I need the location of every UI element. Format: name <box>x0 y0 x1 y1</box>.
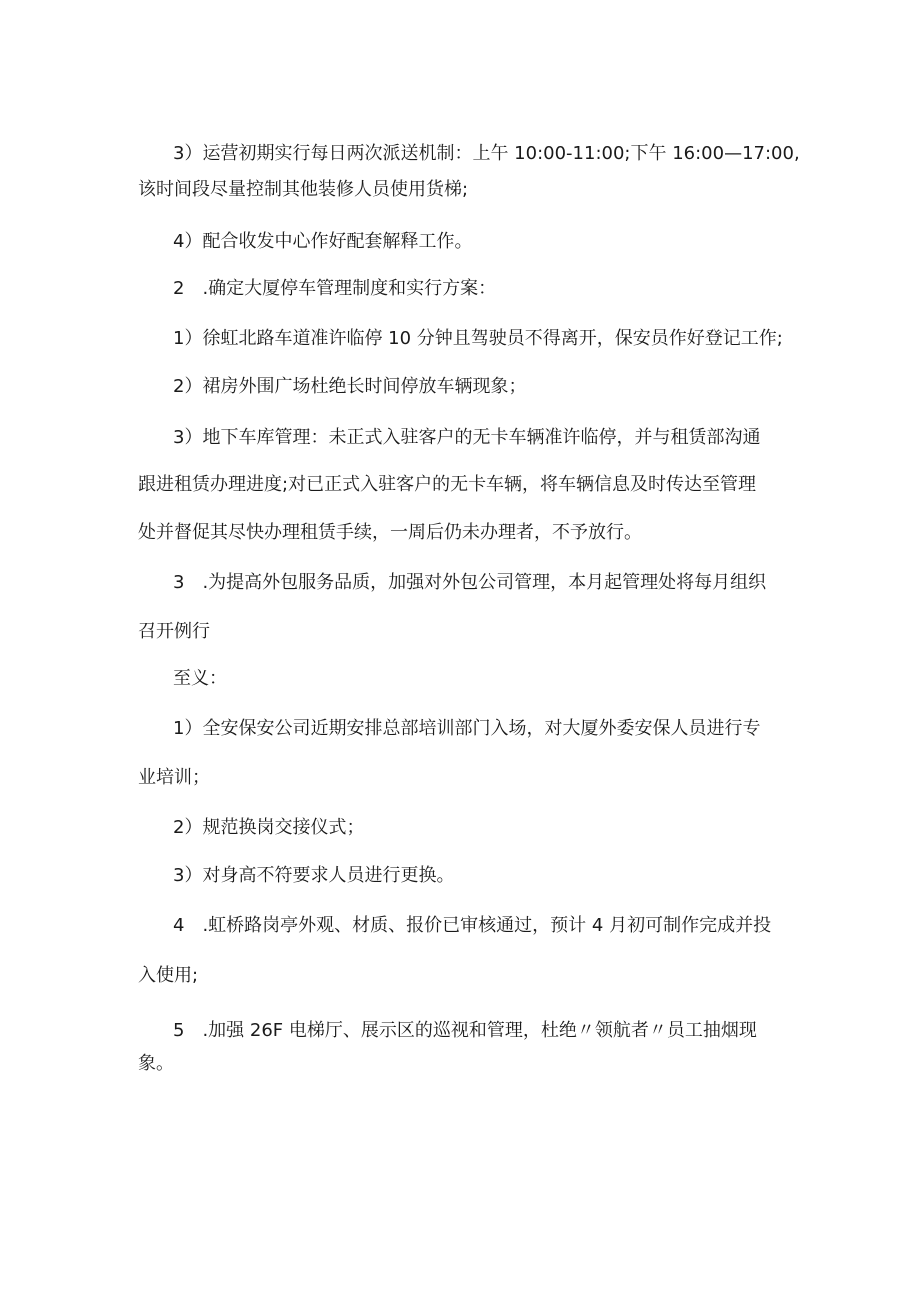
text-line: 2）规范换岗交接仪式； <box>173 817 365 838</box>
text-line: 象。 <box>138 1053 174 1074</box>
text-line: 3）对身高不符要求人员进行更换。 <box>173 865 455 886</box>
text-line: 至义： <box>173 668 227 689</box>
text-line: 1）徐虹北路车道准许临停 10 分钟且驾驶员不得离开，保安员作好登记工作; <box>173 328 783 349</box>
text-line: 3）运营初期实行每日两次派送机制：上午 10:00-11:00;下午 16:00—17:00, <box>173 143 800 164</box>
section-heading: 2 .确定大厦停车管理制度和实行方案： <box>173 278 497 299</box>
text-line: 1）全安保安公司近期安排总部培训部门入场，对大厦外委安保人员进行专 <box>173 718 761 739</box>
text-line: 处并督促其尽快办理租赁手续，一周后仍未办理者，不予放行。 <box>138 522 642 543</box>
text-line: 4）配合收发中心作好配套解释工作。 <box>173 231 473 252</box>
text-line: 入使用; <box>138 965 199 986</box>
text-line: 跟进租赁办理进度;对已正式入驻客户的无卡车辆，将车辆信息及时传达至管理 <box>138 474 757 495</box>
text-line: 该时间段尽量控制其他装修人员使用货梯; <box>138 179 469 200</box>
text-line: 3）地下车库管理：未正式入驻客户的无卡车辆准许临停，并与租赁部沟通 <box>173 427 761 448</box>
section-heading: 4 .虹桥路岗亭外观、材质、报价已审核通过，预计 4 月初可制作完成并投 <box>173 915 772 936</box>
section-heading: 5 .加强 26F 电梯厅、展示区的巡视和管理，杜绝〃领航者〃员工抽烟现 <box>173 1020 757 1041</box>
section-heading: 3 .为提高外包服务品质，加强对外包公司管理，本月起管理处将每月组织 <box>173 572 767 593</box>
text-line: 召开例行 <box>138 621 210 642</box>
text-line: 2）裙房外围广场杜绝长时间停放车辆现象； <box>173 376 527 397</box>
text-line: 业培训； <box>138 767 210 788</box>
